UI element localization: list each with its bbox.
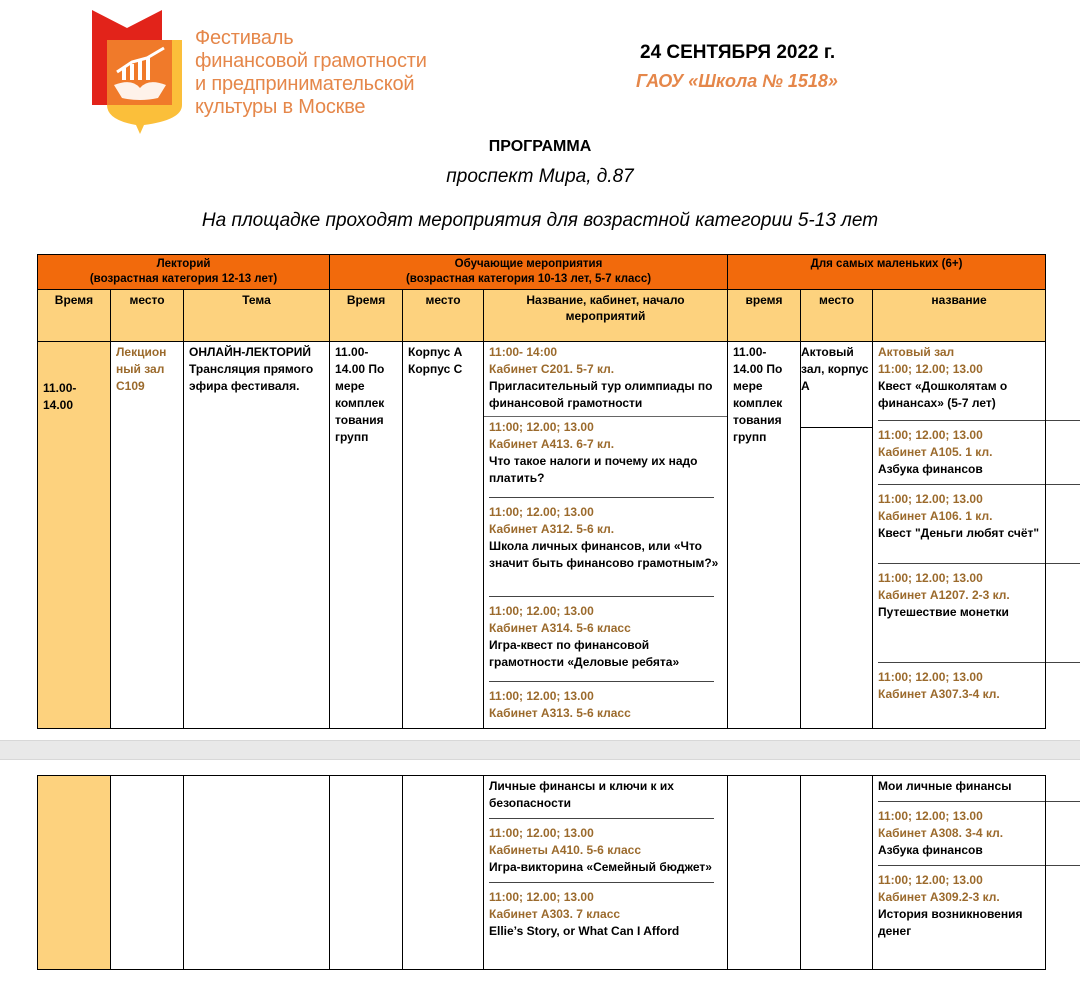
event-time: 11:00; 12.00; 13.00	[489, 826, 594, 840]
logo-line: и предпринимательской	[195, 73, 415, 95]
event-time: 11:00; 12.00; 13.00	[489, 689, 594, 703]
event-item	[489, 825, 722, 880]
festival-logo-text	[195, 27, 427, 119]
lecture-place	[111, 776, 184, 970]
event-room: Кабинеты А410. 5-6 класс	[489, 843, 641, 857]
event-room: Кабинет А303. 7 класс	[489, 907, 621, 921]
page-break	[0, 740, 1080, 760]
event-item	[878, 778, 1040, 799]
event-item	[489, 603, 722, 679]
event-time: 11:00; 12.00; 13.00	[878, 873, 983, 887]
edu-events	[484, 776, 728, 970]
event-item	[489, 419, 722, 495]
schedule-table-continued	[37, 775, 1046, 970]
event-separator	[878, 420, 1080, 421]
time-value: 11.00- 14.00	[43, 381, 77, 412]
event-time: 11:00; 12.00; 13.00	[489, 505, 594, 519]
event-item	[878, 669, 1040, 707]
event-separator	[489, 596, 714, 597]
event-time: 11:00; 12.00; 13.00	[489, 420, 594, 434]
schedule-table	[37, 254, 1046, 729]
event-separator	[878, 484, 1080, 485]
event-title: Ellie’s Story, or What Can I Afford	[489, 924, 680, 938]
event-time: 11:00; 12.00; 13.00	[878, 670, 983, 684]
event-time: 11:00; 12.00; 13.00	[489, 890, 594, 904]
column-header: Название, кабинет, начало мероприятий	[484, 290, 728, 342]
event-room: Кабинет А309.2-3 кл.	[878, 890, 1000, 904]
program-title: ПРОГРАММА	[488, 138, 592, 155]
event-room: Кабинет А307.3-4 кл.	[878, 687, 1000, 701]
event-separator	[878, 563, 1080, 564]
event-room: Кабинет А105. 1 кл.	[878, 445, 993, 459]
group-subtitle: (возрастная категория 10-13 лет, 5-7 класс)	[405, 273, 652, 285]
age-category: На площадке проходят мероприятия для возрастной категории 5-13 лет	[201, 210, 879, 231]
event-item	[489, 504, 722, 594]
event-title: Путешествие монетки	[878, 605, 1009, 619]
event-title: История возникновения денег	[878, 907, 1023, 938]
column-header: Время	[38, 290, 111, 342]
event-title: Игра-квест по финансовой грамотности «Деловые ребята»	[489, 638, 680, 669]
event-title: Мои личные финансы	[878, 779, 1012, 793]
edu-time	[330, 776, 403, 970]
event-item	[878, 872, 1040, 944]
event-item	[489, 688, 722, 726]
table-row	[38, 342, 1046, 729]
edu-place: Корпус А Корпус С	[403, 342, 484, 729]
event-title: Пригласительный тур олимпиады по финансовой грамотности	[489, 379, 713, 410]
event-room: Кабинет А106. 1 кл.	[878, 509, 993, 523]
table-row	[38, 776, 1046, 970]
event-separator	[489, 882, 714, 883]
event-room: Кабинет А413. 6-7 кл.	[489, 437, 615, 451]
lecture-place: Лекцион ный зал С109	[111, 342, 184, 729]
event-item	[878, 808, 1040, 863]
event-time: Актовый зал	[878, 345, 955, 359]
event-title: Что такое налоги и почему их надо платить?	[489, 454, 698, 485]
event-item	[489, 778, 722, 816]
group-education	[330, 255, 728, 290]
logo-line: финансовой грамотности	[195, 50, 427, 72]
event-time: 11:00; 12.00; 13.00	[878, 809, 983, 823]
edu-place	[403, 776, 484, 970]
event-room: Кабинет А312. 5-6 кл.	[489, 522, 615, 536]
group-title: Лекторий	[156, 258, 211, 270]
festival-logo-icon	[92, 10, 187, 135]
time-cell	[38, 776, 111, 970]
event-item	[878, 570, 1040, 660]
event-item	[878, 491, 1040, 561]
logo-line: Фестиваль	[195, 27, 294, 49]
time-cell	[38, 342, 111, 729]
edu-time: 11.00- 14.00 По мере комплек тования групп	[330, 342, 403, 729]
event-time: 11:00; 12.00; 13.00	[489, 604, 594, 618]
event-separator	[484, 416, 727, 417]
event-title: Квест «Дошколятам о финансах» (5-7 лет)	[878, 379, 1008, 410]
event-time: 11:00; 12.00; 13.00	[878, 571, 983, 585]
event-room: 11:00; 12.00; 13.00	[878, 362, 983, 376]
lecture-topic	[184, 776, 330, 970]
kids-place	[801, 342, 873, 729]
event-separator	[878, 865, 1080, 866]
event-room: Кабинет С201. 5-7 кл.	[489, 362, 615, 376]
column-header: место	[403, 290, 484, 342]
event-separator	[878, 662, 1080, 663]
group-lecture	[38, 255, 330, 290]
kids-events	[873, 776, 1046, 970]
group-title: Обучающие мероприятия	[454, 258, 603, 270]
event-separator	[489, 681, 714, 682]
column-header: название	[873, 290, 1046, 342]
event-room: Кабинет А1207. 2-3 кл.	[878, 588, 1010, 602]
event-room: Кабинет А313. 5-6 класс	[489, 706, 631, 720]
kids-events	[873, 342, 1046, 729]
event-item	[489, 344, 722, 416]
kids-place	[801, 776, 873, 970]
kids-time: 11.00- 14.00 По мере комплек тования групп	[728, 342, 801, 729]
event-room: Кабинет А308. 3-4 кл.	[878, 826, 1004, 840]
column-header: место	[111, 290, 184, 342]
event-item	[878, 344, 1040, 418]
event-title: Игра-викторина «Семейный бюджет»	[489, 860, 712, 874]
school-name: ГАОУ «Школа № 1518»	[636, 71, 838, 91]
lecture-topic-title: ОНЛАЙН-ЛЕКТОРИЙ	[189, 345, 312, 359]
event-item	[878, 427, 1040, 482]
event-separator	[489, 818, 714, 819]
kids-place-text: Актовый зал, корпус А	[801, 344, 872, 428]
lecture-topic	[184, 342, 330, 729]
event-title: Азбука финансов	[878, 843, 983, 857]
event-date: 24 СЕНТЯБРЯ 2022 г.	[640, 42, 836, 63]
event-title: Азбука финансов	[878, 462, 983, 476]
edu-events	[484, 342, 728, 729]
group-title: Для самых маленьких (6+)	[810, 258, 963, 270]
group-kids	[728, 255, 1046, 290]
kids-time	[728, 776, 801, 970]
event-room: Кабинет А314. 5-6 класс	[489, 621, 631, 635]
event-title: Школа личных финансов, или «Что значит быть финансово грамотным?»	[489, 539, 719, 570]
column-header: время	[728, 290, 801, 342]
event-title: Личные финансы и ключи к их безопасности	[489, 779, 674, 810]
column-header: Время	[330, 290, 403, 342]
event-time: 11:00; 12.00; 13.00	[878, 492, 983, 506]
event-time: 11:00; 12.00; 13.00	[878, 428, 983, 442]
address: проспект Мира, д.87	[446, 166, 634, 187]
column-header: Тема	[184, 290, 330, 342]
lecture-topic-text: Трансляция прямого эфира фестиваля.	[189, 362, 314, 393]
event-title: Квест "Деньги любят счёт"	[878, 526, 1040, 540]
logo-line: культуры в Москве	[195, 96, 366, 118]
event-separator	[489, 497, 714, 498]
event-item	[489, 889, 722, 944]
group-subtitle: (возрастная категория 12-13 лет)	[89, 273, 278, 285]
event-time: 11:00- 14:00	[489, 345, 558, 359]
event-separator	[878, 801, 1080, 802]
column-header: место	[801, 290, 873, 342]
